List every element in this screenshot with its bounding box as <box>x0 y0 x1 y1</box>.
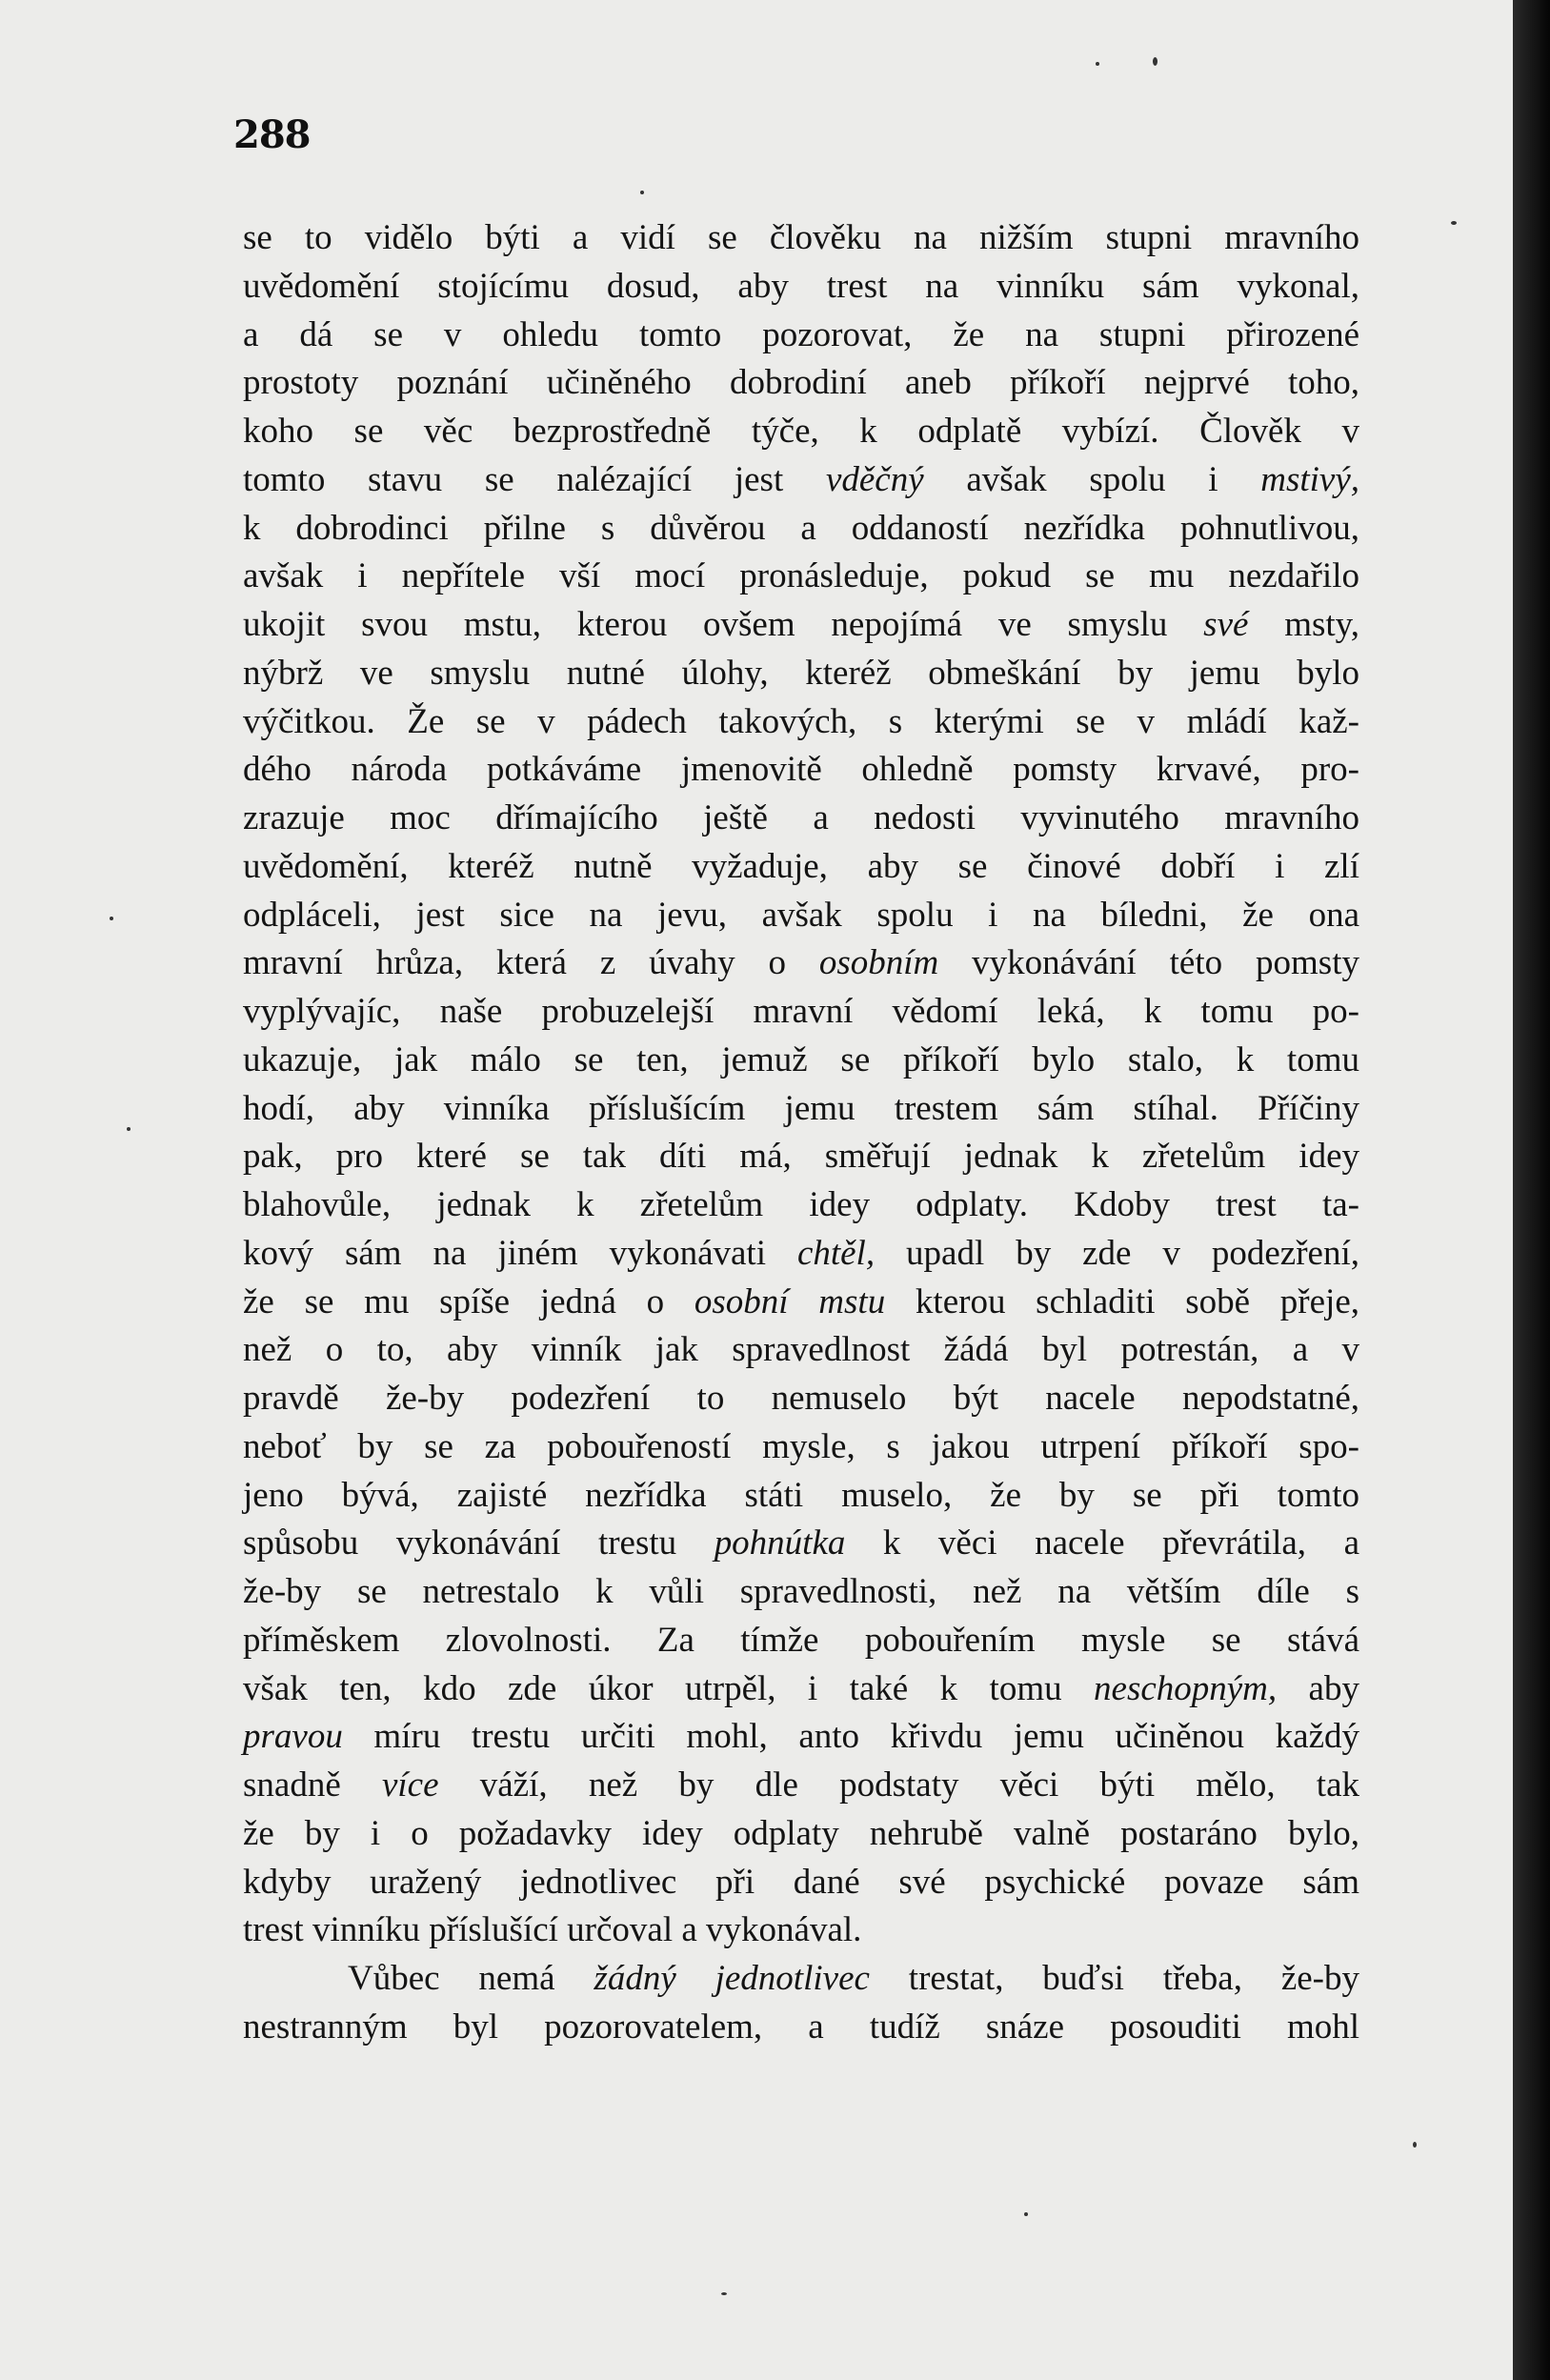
text-line <box>243 1520 1359 1568</box>
text-segment: pak, pro které se tak díti má, směřují jednak k zřetelům idey <box>243 1137 1359 1177</box>
text-segment: se to vidělo býti a vidí se člověku na nižším stupni mravního <box>243 218 1359 257</box>
text-segment: však ten, kdo zde úkor utrpěl, i také k tomu <box>243 1668 1095 1708</box>
text-segment: uvědomění stojícímu dosud, aby trest na vinníku sám vykonal, <box>243 266 1359 306</box>
text-segment: výčitkou. Že se v pádech takových, s kterými se v mládí kaž- <box>243 701 1359 741</box>
text-line <box>243 843 1359 892</box>
text-segment: váží, než by dle podstaty věci býti mělo, tak <box>438 1765 1359 1805</box>
emphasized-text: neschopným, <box>1094 1668 1278 1708</box>
text-line <box>243 1617 1359 1665</box>
text-line <box>243 1085 1359 1134</box>
text-segment: kterou schladiti sobě přeje, <box>885 1281 1359 1321</box>
emphasized-text: žádný jednotlivec <box>594 1959 870 1998</box>
emphasized-text: pohnútka <box>714 1523 846 1563</box>
text-segment: msty, <box>1248 605 1359 644</box>
scan-speck <box>1413 2142 1417 2148</box>
text-line <box>243 1375 1359 1423</box>
text-line <box>243 408 1359 456</box>
text-line <box>243 312 1359 360</box>
text-line <box>243 263 1359 312</box>
text-line <box>243 1955 1359 2004</box>
emphasized-text: pravou <box>243 1717 343 1757</box>
text-line <box>243 939 1359 988</box>
text-segment: kdyby uražený jednotlivec při dané své psychické povaze sám <box>243 1862 1359 1902</box>
text-segment: pravdě že-by podezření to nemuselo být nacele nepodstatné, <box>243 1379 1359 1418</box>
emphasized-text: více <box>381 1765 439 1805</box>
text-line <box>243 601 1359 650</box>
emphasized-text: vděčný <box>825 459 924 499</box>
scan-speck <box>1451 221 1457 225</box>
emphasized-text: osobním <box>818 943 939 983</box>
text-line <box>243 892 1359 940</box>
scan-speck <box>1096 62 1099 66</box>
scan-speck <box>127 1127 131 1131</box>
text-segment: trest vinníku příslušící určoval a vykonával. <box>243 1910 862 1950</box>
text-segment: dého národa potkáváme jmenovitě ohledně pomsty krvavé, pro- <box>243 750 1359 790</box>
text-line <box>243 1230 1359 1279</box>
text-line <box>243 1279 1359 1327</box>
text-line <box>243 1810 1359 1859</box>
text-segment: ukojit svou mstu, kterou ovšem nepojímá ve smyslu <box>243 605 1204 644</box>
text-segment: vyplývajíc, naše probuzelejší mravní vědomí leká, k tomu po- <box>243 992 1359 1031</box>
scan-speck <box>1024 2212 1028 2216</box>
text-segment: avšak spolu i <box>923 459 1261 499</box>
text-line <box>243 359 1359 408</box>
text-segment: hodí, aby vinníka příslušícím jemu trestem sám stíhal. Příčiny <box>243 1088 1359 1128</box>
text-segment: zrazuje moc dřímajícího ještě a nedosti vyvinutého mravního <box>243 798 1359 837</box>
text-line <box>243 505 1359 554</box>
text-segment: že-by se netrestalo k vůli spravedlnosti, než na větším díle s <box>243 1572 1359 1611</box>
scan-speck <box>640 191 644 194</box>
emphasized-text: mstivý, <box>1260 459 1359 499</box>
text-segment: snadně <box>243 1765 382 1805</box>
text-line <box>243 553 1359 601</box>
text-segment: uvědomění, kteréž nutně vyžaduje, aby se činové dobří i zlí <box>243 846 1359 886</box>
text-segment: spůsobu vykonávání trestu <box>243 1523 715 1563</box>
text-segment: jeno bývá, zajisté nezřídka státi muselo, že by se při tomto <box>243 1475 1359 1515</box>
text-line <box>243 1423 1359 1472</box>
text-line <box>243 1037 1359 1085</box>
text-line <box>243 746 1359 795</box>
text-segment: k dobrodinci přilne s důvěrou a oddaností nezřídka pohnutlivou, <box>243 508 1359 548</box>
text-segment: nestranným byl pozorovatelem, a tudíž snáze posouditi mohl <box>243 2007 1359 2047</box>
text-line <box>243 1568 1359 1617</box>
text-segment: nýbrž ve smyslu nutné úlohy, kteréž obmeškání by jemu bylo <box>243 653 1359 693</box>
text-line <box>243 1859 1359 1907</box>
text-segment: mravní hrůza, která z úvahy o <box>243 943 819 983</box>
text-line <box>243 650 1359 698</box>
text-line <box>243 2004 1359 2052</box>
text-segment: koho se věc bezprostředně týče, k odplatě vybízí. Člověk v <box>243 412 1359 451</box>
scan-speck <box>110 917 113 920</box>
emphasized-text: své <box>1203 605 1249 644</box>
text-segment: ukazuje, jak málo se ten, jemuž se příkoří bylo stalo, k tomu <box>243 1039 1359 1079</box>
text-segment: že se mu spíše jedná o <box>243 1281 694 1321</box>
text-segment: aby <box>1277 1668 1359 1708</box>
page-edge-shadow <box>1513 0 1550 2380</box>
emphasized-text: chtěl, <box>796 1233 876 1273</box>
text-line <box>243 456 1359 505</box>
text-line <box>243 795 1359 843</box>
text-line <box>243 1326 1359 1375</box>
text-segment: trestat, buďsi třeba, že-by <box>869 1959 1359 1998</box>
text-segment: Vůbec nemá <box>348 1959 594 1998</box>
text-segment: míru trestu určiti mohl, anto křivdu jemu učiněnou každý <box>342 1717 1359 1757</box>
text-segment: odpláceli, jest sice na jevu, avšak spolu i na bíledni, že ona <box>243 895 1359 935</box>
text-segment: blahovůle, jednak k zřetelům idey odplaty. Kdoby trest ta- <box>243 1185 1359 1224</box>
text-segment: že by i o požadavky idey odplaty nehrubě valně postaráno bylo, <box>243 1813 1359 1853</box>
text-line <box>243 1181 1359 1230</box>
text-segment: kový sám na jiném vykonávati <box>243 1233 797 1273</box>
text-line <box>243 214 1359 263</box>
text-line <box>243 988 1359 1037</box>
text-line <box>243 1472 1359 1521</box>
text-line <box>243 1665 1359 1714</box>
text-segment: a dá se v ohledu tomto pozorovat, že na stupni přirozené <box>243 314 1359 354</box>
text-line <box>243 1762 1359 1810</box>
body-text <box>243 214 1359 2052</box>
text-segment: vykonávání této pomsty <box>938 943 1359 983</box>
scan-speck <box>721 2292 727 2295</box>
text-segment: než o to, aby vinník jak spravedlnost žádá byl potrestán, a v <box>243 1330 1359 1370</box>
text-segment: tomto stavu se nalézající jest <box>243 459 826 499</box>
text-segment: upadl by zde v podezření, <box>875 1233 1359 1273</box>
text-line <box>243 698 1359 747</box>
text-line <box>243 1906 1359 1955</box>
text-segment: prostoty poznání učiněného dobrodiní aneb příkoří nejprvé toho, <box>243 363 1359 403</box>
text-segment: příměskem zlovolnosti. Za tímže pobouřením mysle se stává <box>243 1620 1359 1660</box>
text-segment: k věci nacele převrátila, a <box>845 1523 1359 1563</box>
scan-speck <box>1153 57 1157 66</box>
text-segment: avšak i nepřítele vší mocí pronásleduje, pokud se mu nezdařilo <box>243 556 1359 596</box>
emphasized-text: osobní mstu <box>694 1281 886 1321</box>
text-segment: neboť by se za pobouřeností mysle, s jakou utrpení příkoří spo- <box>243 1426 1359 1466</box>
text-line <box>243 1713 1359 1762</box>
text-line <box>243 1133 1359 1181</box>
page-number: 288 <box>233 112 311 157</box>
